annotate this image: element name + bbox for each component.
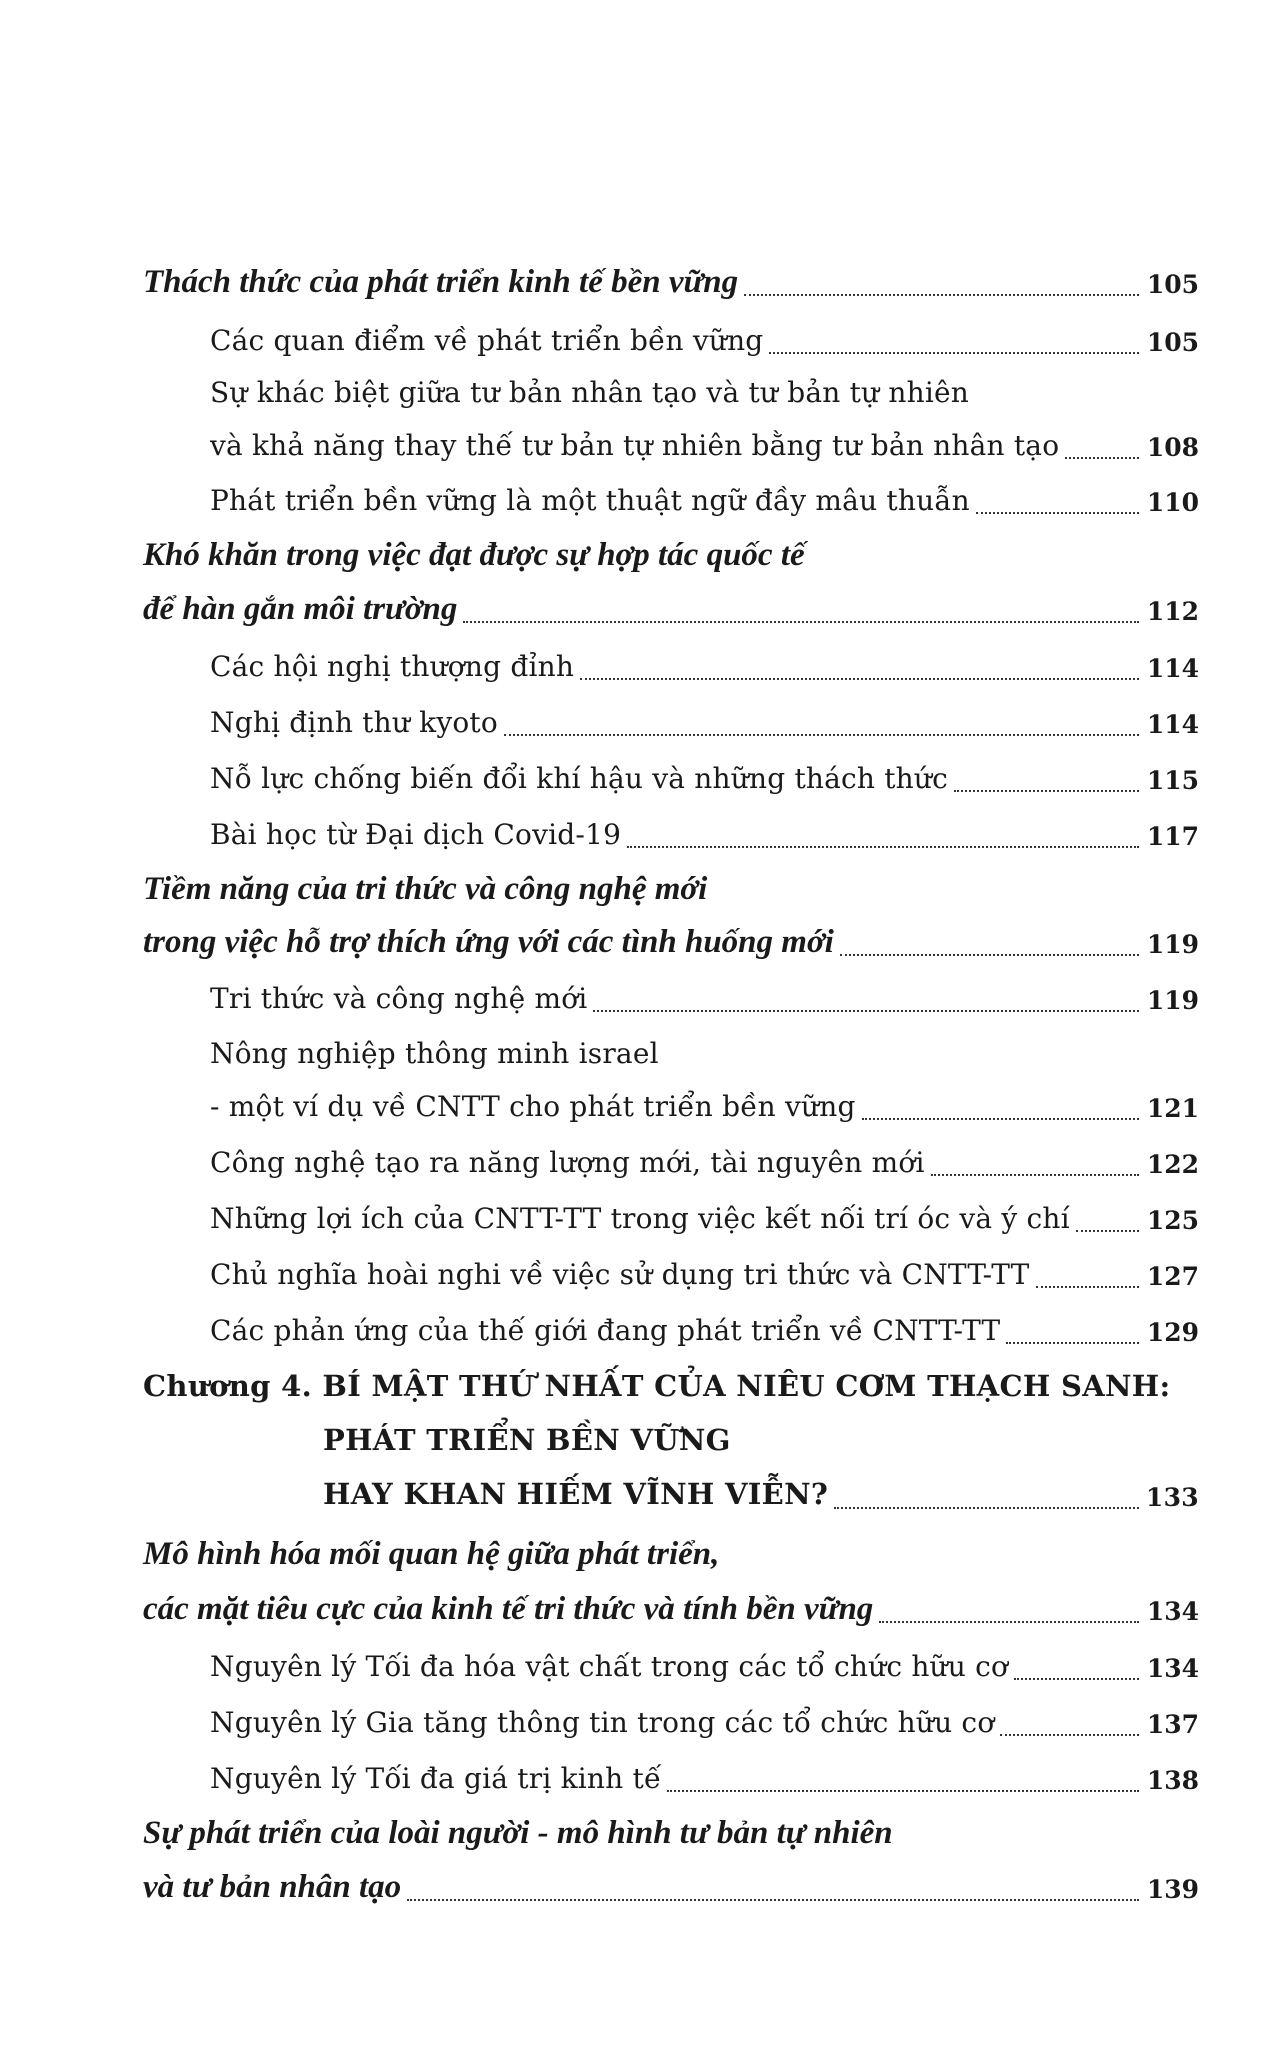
toc-page-number: 139 [1146,1875,1199,1904]
toc-page-number: 105 [1146,328,1199,357]
toc-entry-title: để hàn gắn môi trường [143,591,458,627]
toc-entry-title: Bài học từ Đại dịch Covid-19 [210,818,622,851]
toc-entry-title: các mặt tiêu cực của kinh tế tri thức và tính bền vững [143,1591,874,1627]
dot-leader [504,734,1139,736]
dot-leader [954,790,1139,792]
toc-page-number: 117 [1146,822,1199,851]
toc-entry-title: Tri thức và công nghệ mới [210,982,588,1015]
dot-leader [627,846,1139,848]
toc-entry-title: Nguyên lý Tối đa hóa vật chất trong các tổ chức hữu cơ [210,1650,1009,1683]
dot-leader [769,352,1139,354]
toc-page-number: 127 [1146,1262,1199,1291]
toc-page-number: 133 [1145,1483,1199,1512]
dot-leader [407,1899,1139,1901]
dot-leader [580,678,1139,680]
toc-entry-title: Nguyên lý Gia tăng thông tin trong các tổ chức hữu cơ [210,1706,995,1739]
toc-page-number: 138 [1146,1766,1199,1795]
toc-page-number: 119 [1146,986,1199,1015]
dot-leader [976,512,1139,514]
toc-page-number: 114 [1146,710,1199,739]
toc-entry-title: Thách thức của phát triển kinh tế bền vững [143,264,739,300]
toc-page-number: 134 [1146,1597,1199,1626]
toc-entry-title: - một ví dụ về CNTT cho phát triển bền vững [210,1090,856,1123]
dot-leader [840,954,1139,956]
toc-page-number: 125 [1146,1206,1199,1235]
dot-leader [1014,1678,1139,1680]
dot-leader [862,1118,1139,1120]
toc-entry-title: Các hội nghị thượng đỉnh [210,650,575,683]
dot-leader [1006,1342,1139,1344]
toc-page-number: 114 [1146,654,1199,683]
toc-page-number: 122 [1146,1150,1199,1179]
dot-leader [593,1010,1139,1012]
toc-entry-title: Khó khăn trong việc đạt được sự hợp tác quốc tế [143,537,805,573]
dot-leader [667,1790,1139,1792]
toc-page-number: 112 [1146,597,1199,626]
dot-leader [879,1621,1139,1623]
toc-page-number: 134 [1146,1654,1199,1683]
toc-entry-title: trong việc hỗ trợ thích ứng với các tình huống mới [143,924,834,960]
toc-entry-title: Các phản ứng của thế giới đang phát triển về CNTT-TT [210,1314,1001,1347]
toc-entry-title: Tiềm năng của tri thức và công nghệ mới [143,871,708,907]
dot-leader [834,1507,1139,1509]
dot-leader [1000,1734,1139,1736]
dot-leader [463,621,1139,623]
toc-page-number: 121 [1146,1094,1199,1123]
dot-leader [1076,1230,1139,1232]
toc-page-number: 108 [1146,433,1199,462]
toc-page-number: 110 [1146,488,1199,517]
toc-entry-title: Các quan điểm về phát triển bền vững [210,324,764,357]
toc-page-number: 129 [1146,1318,1199,1347]
toc-page-number: 115 [1146,766,1199,795]
toc-entry-title: Nỗ lực chống biến đổi khí hậu và những thách thức [210,762,949,795]
dot-leader [931,1174,1139,1176]
dot-leader [1065,457,1139,459]
toc-entry-title: và tư bản nhân tạo [143,1869,402,1905]
toc-entry-title: Những lợi ích của CNTT-TT trong việc kết nối trí óc và ý chí [210,1202,1070,1235]
toc-entry-title: Phát triển bền vững là một thuật ngữ đầy mâu thuẫn [210,484,970,517]
toc-entry-title: Sự khác biệt giữa tư bản nhân tạo và tư bản tự nhiên [210,376,969,409]
toc-page-number: 119 [1146,930,1199,959]
dot-leader [744,294,1139,296]
toc-entry-title: Công nghệ tạo ra năng lượng mới, tài nguyên mới [210,1146,925,1179]
toc-entry-title: Nghị định thư kyoto [210,706,498,739]
toc-entry-title: HAY KHAN HIẾM VĨNH VIỄN? [323,1477,829,1511]
toc-entry-title: Mô hình hóa mối quan hệ giữa phát triển, [143,1536,720,1572]
toc-entry-title: Nông nghiệp thông minh israel [210,1037,659,1070]
toc-entry-title: Nguyên lý Tối đa giá trị kinh tế [210,1762,662,1795]
dot-leader [1036,1286,1139,1288]
toc-entry-title: PHÁT TRIỂN BỀN VỮNG [323,1423,731,1457]
toc-entry-title: Sự phát triển của loài người - mô hình tư bản tự nhiên [143,1815,893,1851]
toc-page-number: 105 [1146,270,1199,299]
toc-entry-title: Chủ nghĩa hoài nghi về việc sử dụng tri thức và CNTT-TT [210,1258,1030,1291]
toc-page-number: 137 [1146,1710,1199,1739]
toc-entry-title: và khả năng thay thế tư bản tự nhiên bằng tư bản nhân tạo [210,429,1060,462]
toc-entry-title: Chương 4. BÍ MẬT THỨ NHẤT CỦA NIÊU CƠM THẠCH SANH: [143,1369,1171,1403]
